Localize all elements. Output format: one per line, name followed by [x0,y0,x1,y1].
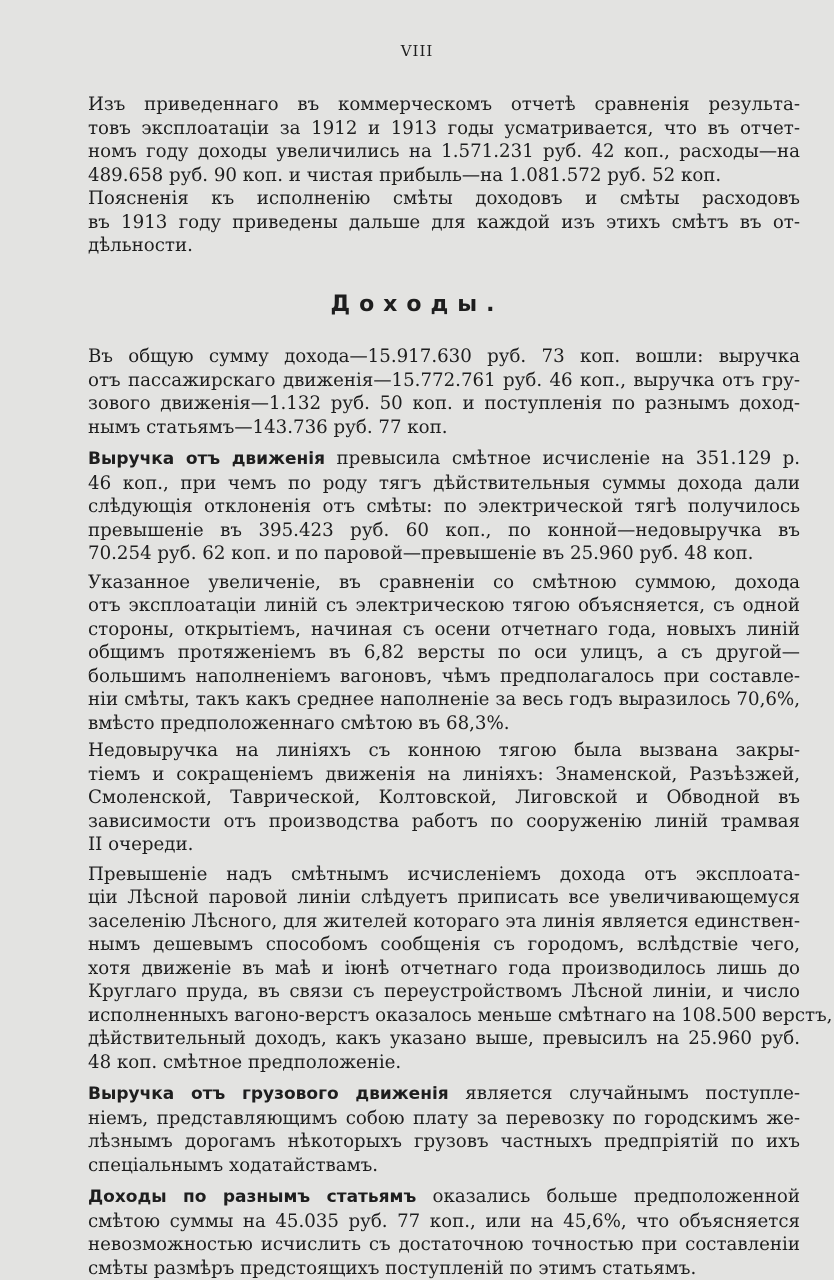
bold-lead: Выручка отъ грузового движенія [88,1084,449,1104]
text-line: II очереди. [88,833,800,857]
text-line: номъ году доходы увеличились на 1.571.231 руб. 42 коп., расходы—на [88,140,800,164]
text-line: отъ эксплоатаціи линій съ электрическою тягою объясняется, съ одной [88,594,800,618]
text-line: Недовыручка на линіяхъ съ конною тягою была вызвана закры- [88,739,800,763]
text-line: ціи Лѣсной паровой линіи слѣдуетъ приписать все увеличивающемуся [88,886,800,910]
text-line: Выручка отъ грузового движенія является случайнымъ поступле- [88,1082,800,1107]
text-line: зового движенія—1.132 руб. 50 коп. и поступленія по разнымъ доход- [88,392,800,416]
text-line: 70.254 руб. 62 коп. и по паровой—превышеніе въ 25.960 руб. 48 коп. [88,542,800,566]
paragraph [88,739,800,857]
text-line: превышеніе въ 395.423 руб. 60 коп., по конной—недовыручка въ [88,519,800,543]
text-line: въ 1913 году приведены дальше для каждой изъ этихъ смѣтъ въ от- [88,211,800,235]
text-line: исполненныхъ вагоно-верстъ оказалось меньше смѣтнаго на 108.500 верстъ, [88,1004,800,1028]
text-line: смѣты размѣръ предстоящихъ поступленій по этимъ статьямъ. [88,1257,800,1280]
bold-lead: Доходы по разнымъ статьямъ [88,1187,416,1207]
text-line: товъ эксплоатаціи за 1912 и 1913 годы усматривается, что въ отчет- [88,117,800,141]
text-line: смѣтою суммы на 45.035 руб. 77 коп., или на 45,6%, что объясняется [88,1210,800,1234]
text-line: дѣйствительный доходъ, какъ указано выше, превысилъ на 25.960 руб. [88,1027,800,1051]
section-heading: Доходы. [0,292,834,317]
text-line: Выручка отъ движенія превысила смѣтное исчисленіе на 351.129 р. [88,447,800,472]
paragraph [88,93,800,187]
text-line: Изъ приведеннаго въ коммерческомъ отчетѣ сравненія результа- [88,93,800,117]
text-line: вмѣсто предположеннаго смѣтою въ 68,3%. [88,712,800,736]
paragraph [88,187,800,258]
text-line: общимъ протяженіемъ въ 6,82 версты по оси улицъ, а съ другой— [88,641,800,665]
bold-lead: Выручка отъ движенія [88,449,325,469]
text-line: 48 коп. смѣтное предположеніе. [88,1051,800,1075]
text-line: лѣзнымъ дорогамъ нѣкоторыхъ грузовъ частныхъ предпріятій по ихъ [88,1130,800,1154]
text-line: Доходы по разнымъ статьямъ оказались больше предположенной [88,1185,800,1210]
text-line: спеціальнымъ ходатайствамъ. [88,1154,800,1178]
paragraph [88,863,800,1075]
text-line: нымъ статьямъ—143.736 руб. 77 коп. [88,416,800,440]
text-line: заселенію Лѣсного, для жителей котораго эта линія является единствен- [88,910,800,934]
text-line: большимъ наполненіемъ вагоновъ, чѣмъ предполагалось при составле- [88,665,800,689]
text-line: отъ пассажирскаго движенія—15.772.761 руб. 46 коп., выручка отъ гру- [88,369,800,393]
paragraph [88,1082,800,1177]
text-line: Превышеніе надъ смѣтнымъ исчисленіемъ дохода отъ эксплоата- [88,863,800,887]
body-text [88,345,800,1280]
text-line: слѣдующія отклоненія отъ смѣты: по электрической тягѣ получилось [88,495,800,519]
text-line: Указанное увеличеніе, въ сравненіи со смѣтною суммою, дохода [88,571,800,595]
paragraph [88,447,800,566]
text-line: тіемъ и сокращеніемъ движенія на линіяхъ: Знаменской, Разъѣзжей, [88,763,800,787]
paragraph [88,1185,800,1280]
text-line: Круглаго пруда, въ связи съ переустройствомъ Лѣсной линіи, и число [88,980,800,1004]
text-line: 46 коп., при чемъ по роду тягъ дѣйствительныя суммы дохода дали [88,472,800,496]
page-number: VIII [0,42,834,60]
text-line: невозможностью исчислить съ достаточною точностью при составленіи [88,1233,800,1257]
text-line: ніемъ, представляющимъ собою плату за перевозку по городскимъ же- [88,1107,800,1131]
text-line: хотя движеніе въ маѣ и іюнѣ отчетнаго года производилось лишь до [88,957,800,981]
text-line: 489.658 руб. 90 коп. и чистая прибыль—на 1.081.572 руб. 52 коп. [88,164,800,188]
text-line: ніи смѣты, такъ какъ среднее наполненіе за весь годъ выразилось 70,6%, [88,688,800,712]
intro-text [88,93,800,258]
text-line: Въ общую сумму дохода—15.917.630 руб. 73 коп. вошли: выручка [88,345,800,369]
text-line: Смоленской, Таврической, Колтовской, Лиговской и Обводной въ [88,786,800,810]
text-line: зависимости отъ производства работъ по сооруженію линій трамвая [88,810,800,834]
paragraph [88,571,800,736]
paragraph [88,345,800,439]
text-line: Поясненія къ исполненію смѣты доходовъ и смѣты расходовъ [88,187,800,211]
text-line: стороны, открытіемъ, начиная съ осени отчетнаго года, новыхъ линій [88,618,800,642]
text-line: нымъ дешевымъ способомъ сообщенія съ городомъ, вслѣдствіе чего, [88,933,800,957]
text-line: дѣльности. [88,234,800,258]
